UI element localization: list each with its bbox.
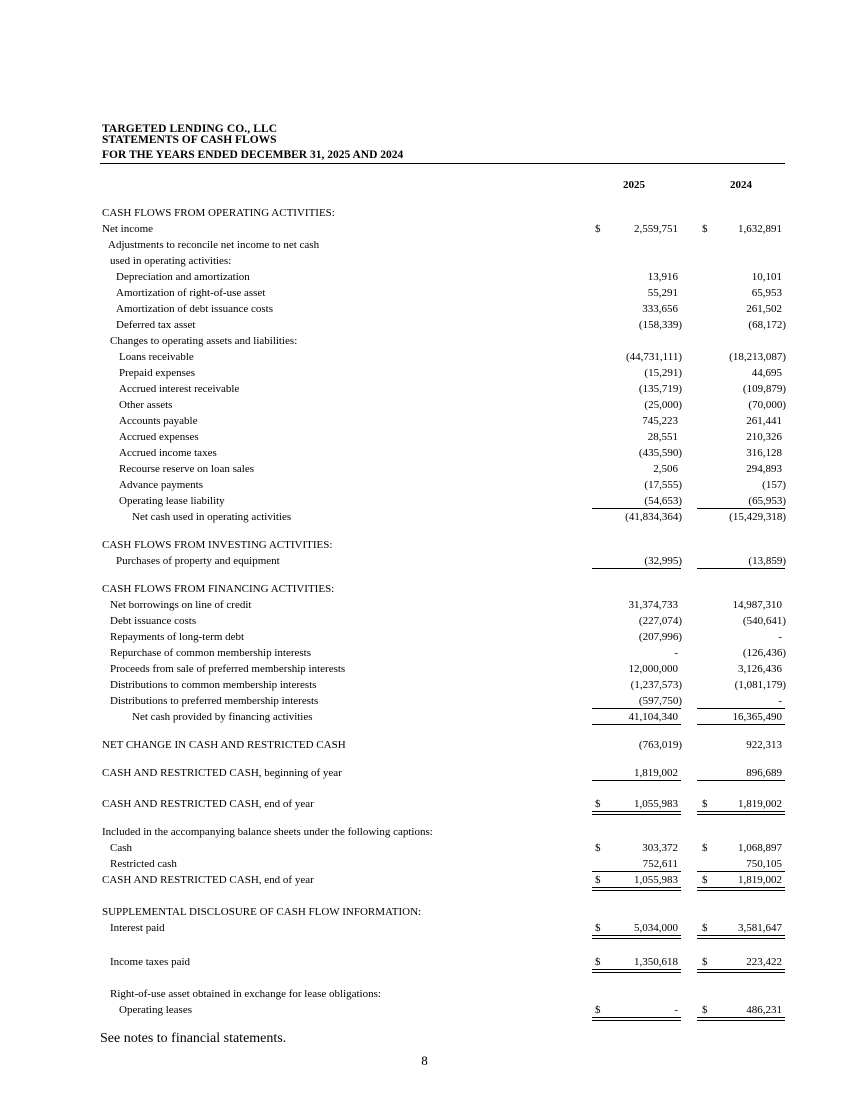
- row-label: Included in the accompanying balance sheets under the following captions:: [102, 826, 433, 838]
- notes-reference: See notes to financial statements.: [100, 1031, 287, 1046]
- row-label: Prepaid expenses: [119, 367, 196, 379]
- dollar-sign: $: [702, 798, 708, 810]
- row-label: Restricted cash: [110, 858, 177, 870]
- statement-row: [0, 737, 849, 753]
- dollar-sign: $: [702, 922, 708, 934]
- row-label: CASH AND RESTRICTED CASH, end of year: [102, 874, 314, 886]
- double-underline: [592, 935, 681, 939]
- row-label: Changes to operating assets and liabilities:: [110, 335, 298, 347]
- amount-2025: (44,731,111): [625, 351, 682, 363]
- amount-2024: 10,101: [751, 271, 782, 283]
- row-label: Repurchase of common membership interests: [110, 647, 312, 659]
- row-label: Accounts payable: [119, 415, 198, 427]
- double-underline: [697, 811, 785, 815]
- statement-row: [0, 461, 849, 477]
- amount-2025: (227,074): [638, 615, 682, 627]
- amount-2024: (18,213,087): [729, 351, 786, 363]
- dollar-sign: $: [595, 223, 601, 235]
- row-label: Distributions to preferred membership interests: [110, 695, 319, 707]
- statement-row: [0, 349, 849, 365]
- amount-2025: 1,819,002: [634, 767, 678, 779]
- row-label: CASH AND RESTRICTED CASH, end of year: [102, 798, 314, 810]
- amount-2025: 1,350,618: [634, 956, 678, 968]
- amount-2024: 3,126,436: [738, 663, 782, 675]
- amount-2025: -: [674, 1004, 678, 1016]
- dollar-sign: $: [702, 842, 708, 854]
- statement-period: FOR THE YEARS ENDED DECEMBER 31, 2025 AND 2024: [102, 149, 404, 161]
- dollar-sign: $: [595, 798, 601, 810]
- statement-row: [0, 709, 849, 725]
- amount-2024: 1,068,897: [738, 842, 782, 854]
- amount-2024: 750,105: [746, 858, 782, 870]
- single-underline: [592, 780, 681, 781]
- statement-row: [0, 413, 849, 429]
- amount-2025: -: [674, 647, 678, 659]
- title-underline: [100, 163, 785, 164]
- row-label: CASH FLOWS FROM FINANCING ACTIVITIES:: [102, 583, 335, 595]
- amount-2025: (763,019): [638, 739, 682, 751]
- amount-2024: 316,128: [746, 447, 782, 459]
- row-label: Net cash provided by financing activities: [132, 711, 313, 723]
- row-label: Proceeds from sale of preferred membership interests: [110, 663, 346, 675]
- amount-2025: (597,750): [638, 695, 682, 707]
- statement-row: [0, 597, 849, 613]
- row-label: Distributions to common membership interests: [110, 679, 317, 691]
- statement-row: [0, 840, 849, 856]
- statement-row: [0, 856, 849, 872]
- row-label: Amortization of right-of-use asset: [116, 287, 266, 299]
- statement-row: [0, 1002, 849, 1018]
- row-label: Income taxes paid: [110, 956, 191, 968]
- amount-2025: (15,291): [644, 367, 682, 379]
- section-header-row: [0, 581, 849, 597]
- statement-row: [0, 269, 849, 285]
- amount-2024: 922,313: [746, 739, 782, 751]
- amount-2024: 65,953: [751, 287, 782, 299]
- row-label: CASH FLOWS FROM INVESTING ACTIVITIES:: [102, 539, 333, 551]
- statement-row: [0, 221, 849, 237]
- amount-2025: 41,104,340: [628, 711, 678, 723]
- statement-row: [0, 429, 849, 445]
- amount-2024: (1,081,179): [734, 679, 786, 691]
- amount-2025: 2,559,751: [634, 223, 678, 235]
- dollar-sign: $: [595, 956, 601, 968]
- amount-2025: (32,995): [644, 555, 682, 567]
- statement-row: [0, 253, 849, 269]
- statement-row: [0, 629, 849, 645]
- row-label: Loans receivable: [119, 351, 194, 363]
- statement-row: [0, 285, 849, 301]
- dollar-sign: $: [702, 956, 708, 968]
- row-label: Cash: [110, 842, 132, 854]
- company-name: TARGETED LENDING CO., LLC: [102, 123, 278, 135]
- row-label: NET CHANGE IN CASH AND RESTRICTED CASH: [102, 739, 346, 751]
- statement-row: [0, 796, 849, 812]
- single-underline: [592, 724, 681, 725]
- amount-2025: 28,551: [647, 431, 678, 443]
- row-label: Advance payments: [119, 479, 203, 491]
- amount-2025: 1,055,983: [634, 874, 678, 886]
- statement-row: [0, 765, 849, 781]
- row-label: Adjustments to reconcile net income to net cash: [108, 239, 320, 251]
- statement-title: STATEMENTS OF CASH FLOWS: [102, 134, 277, 146]
- section-header-row: [0, 205, 849, 221]
- amount-2025: 752,611: [642, 858, 678, 870]
- row-label: Right-of-use asset obtained in exchange for lease obligations:: [110, 988, 381, 1000]
- amount-2024: 261,502: [746, 303, 782, 315]
- statement-row: [0, 872, 849, 888]
- amount-2024: 44,695: [751, 367, 782, 379]
- amount-2024: 261,441: [746, 415, 782, 427]
- statement-row: [0, 333, 849, 349]
- section-header-row: [0, 904, 849, 920]
- statement-row: [0, 954, 849, 970]
- single-underline: [592, 568, 681, 569]
- amount-2024: 210,326: [746, 431, 782, 443]
- statement-row: [0, 986, 849, 1002]
- amount-2024: -: [778, 695, 782, 707]
- amount-2024: (157): [762, 479, 786, 491]
- double-underline: [697, 935, 785, 939]
- row-label: used in operating activities:: [110, 255, 232, 267]
- amount-2024: 294,893: [746, 463, 782, 475]
- statement-row: [0, 920, 849, 936]
- column-header-2024: 2024: [730, 179, 752, 191]
- row-label: Interest paid: [110, 922, 165, 934]
- row-label: Deferred tax asset: [116, 319, 196, 331]
- dollar-sign: $: [595, 1004, 601, 1016]
- column-header-2025: 2025: [623, 179, 645, 191]
- statement-row: [0, 824, 849, 840]
- dollar-sign: $: [702, 1004, 708, 1016]
- dollar-sign: $: [595, 842, 601, 854]
- double-underline: [697, 969, 785, 973]
- amount-2025: (435,590): [638, 447, 682, 459]
- row-label: Amortization of debt issuance costs: [116, 303, 274, 315]
- row-label: Accrued interest receivable: [119, 383, 240, 395]
- amount-2025: (17,555): [644, 479, 682, 491]
- amount-2025: (54,653): [644, 495, 682, 507]
- single-underline: [697, 568, 785, 569]
- statement-row: [0, 553, 849, 569]
- row-label: Debt issuance costs: [110, 615, 197, 627]
- amount-2024: (65,953): [748, 495, 786, 507]
- statement-row: [0, 301, 849, 317]
- amount-2024: (13,859): [748, 555, 786, 567]
- amount-2024: 3,581,647: [738, 922, 782, 934]
- statement-row: [0, 645, 849, 661]
- amount-2025: 31,374,733: [628, 599, 678, 611]
- section-header-row: [0, 537, 849, 553]
- amount-2025: 1,055,983: [634, 798, 678, 810]
- row-label: Net income: [102, 223, 154, 235]
- row-label: Repayments of long-term debt: [110, 631, 245, 643]
- statement-row: [0, 365, 849, 381]
- row-label: Other assets: [119, 399, 173, 411]
- amount-2024: 223,422: [746, 956, 782, 968]
- single-underline: [697, 724, 785, 725]
- row-label: Purchases of property and equipment: [116, 555, 280, 567]
- amount-2025: (207,996): [638, 631, 682, 643]
- amount-2024: (126,436): [742, 647, 786, 659]
- amount-2024: 486,231: [746, 1004, 782, 1016]
- amount-2025: 55,291: [647, 287, 678, 299]
- amount-2025: 2,506: [653, 463, 678, 475]
- dollar-sign: $: [702, 874, 708, 886]
- amount-2025: 13,916: [647, 271, 678, 283]
- dollar-sign: $: [702, 223, 708, 235]
- statement-row: [0, 613, 849, 629]
- double-underline: [592, 969, 681, 973]
- amount-2025: 333,656: [642, 303, 678, 315]
- dollar-sign: $: [595, 922, 601, 934]
- amount-2024: (15,429,318): [729, 511, 786, 523]
- amount-2024: 16,365,490: [732, 711, 782, 723]
- amount-2024: 896,689: [746, 767, 782, 779]
- row-label: Accrued expenses: [119, 431, 199, 443]
- amount-2025: (1,237,573): [630, 679, 682, 691]
- statement-row: [0, 477, 849, 493]
- amount-2024: (68,172): [748, 319, 786, 331]
- double-underline: [592, 1017, 681, 1021]
- amount-2025: (41,834,364): [625, 511, 682, 523]
- row-label: Operating leases: [119, 1004, 192, 1016]
- amount-2025: (158,339): [638, 319, 682, 331]
- row-label: Net cash used in operating activities: [132, 511, 292, 523]
- page-number: 8: [421, 1053, 428, 1068]
- dollar-sign: $: [595, 874, 601, 886]
- amount-2024: 1,632,891: [738, 223, 782, 235]
- amount-2024: 1,819,002: [738, 798, 782, 810]
- statement-row: [0, 677, 849, 693]
- amount-2024: (109,879): [742, 383, 786, 395]
- row-label: CASH AND RESTRICTED CASH, beginning of year: [102, 767, 342, 779]
- amount-2024: 14,987,310: [732, 599, 782, 611]
- amount-2025: (135,719): [638, 383, 682, 395]
- double-underline: [697, 887, 785, 891]
- double-underline: [592, 887, 681, 891]
- statement-row: [0, 493, 849, 509]
- row-label: Recourse reserve on loan sales: [119, 463, 255, 475]
- single-underline: [697, 780, 785, 781]
- amount-2025: 12,000,000: [628, 663, 678, 675]
- amount-2025: 303,372: [642, 842, 678, 854]
- row-label: Net borrowings on line of credit: [110, 599, 252, 611]
- row-label: Operating lease liability: [119, 495, 225, 507]
- row-label: CASH FLOWS FROM OPERATING ACTIVITIES:: [102, 207, 335, 219]
- double-underline: [592, 811, 681, 815]
- row-label: SUPPLEMENTAL DISCLOSURE OF CASH FLOW INFORMATION:: [102, 906, 422, 918]
- amount-2024: (70,000): [748, 399, 786, 411]
- double-underline: [697, 1017, 785, 1021]
- statement-row: [0, 317, 849, 333]
- amount-2024: (540,641): [742, 615, 786, 627]
- amount-2025: (25,000): [644, 399, 682, 411]
- amount-2025: 5,034,000: [634, 922, 678, 934]
- row-label: Depreciation and amortization: [116, 271, 250, 283]
- amount-2024: -: [778, 631, 782, 643]
- statement-row: [0, 661, 849, 677]
- statement-row: [0, 693, 849, 709]
- statement-row: [0, 237, 849, 253]
- row-label: Accrued income taxes: [119, 447, 217, 459]
- statement-row: [0, 381, 849, 397]
- amount-2025: 745,223: [642, 415, 678, 427]
- statement-row: [0, 445, 849, 461]
- statement-row: [0, 509, 849, 525]
- amount-2024: 1,819,002: [738, 874, 782, 886]
- statement-row: [0, 397, 849, 413]
